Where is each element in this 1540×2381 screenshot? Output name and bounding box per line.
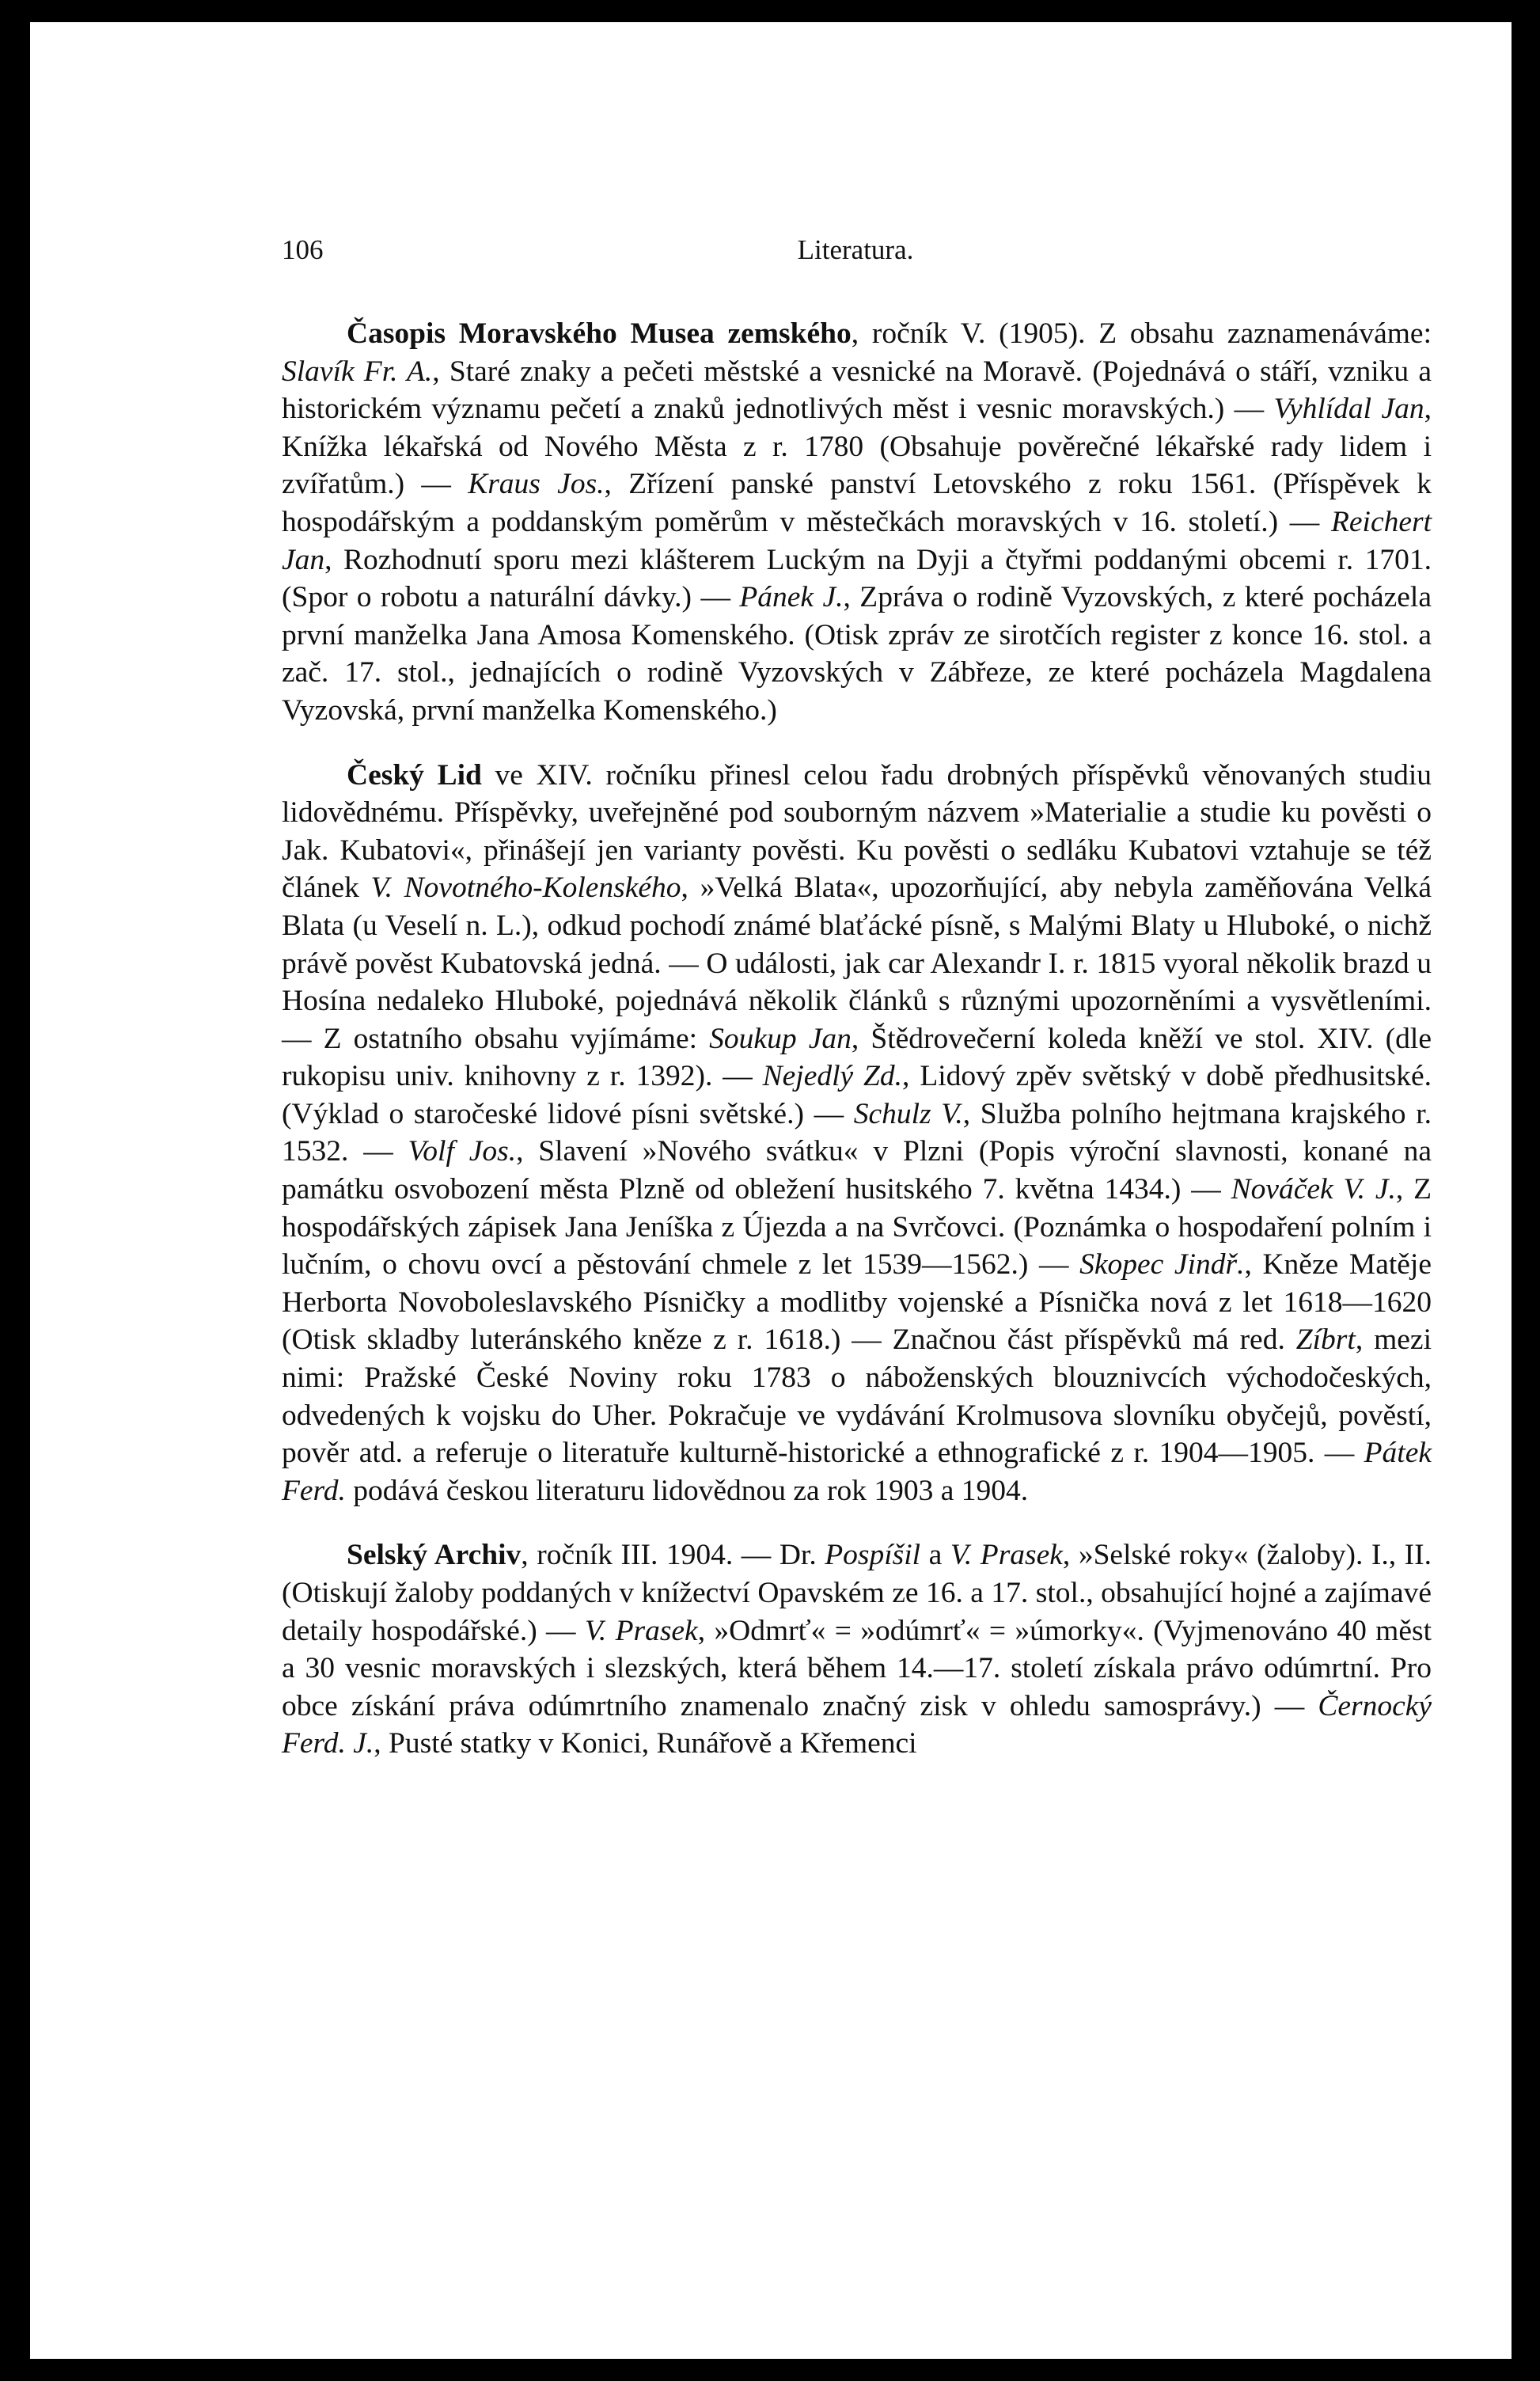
author-name: Pospíšil xyxy=(825,1539,921,1572)
text-run: ve XIV. ročníku přinesl celou řadu drobných příspěvků věnovaných studiu lidovědnému. Příspěvky, uveřejněné pod souborným názvem »Materialie a studie ku pověsti o Jak. Kubatovi«, přinášejí jen varianty pověsti. Ku pověsti o sedláku Kubatovi vztahuje se též článek xyxy=(282,758,1432,905)
author-name: Kraus Jos. xyxy=(468,468,605,501)
periodical-title: Český Lid xyxy=(347,758,482,792)
text-run: podává českou literaturu lidovědnou za rok 1903 a 1904. xyxy=(345,1474,1029,1507)
author-name: V. Prasek xyxy=(950,1539,1063,1572)
text-run: , Pusté statky v Konici, Runářově a Křemenci xyxy=(374,1727,917,1760)
body-text xyxy=(282,315,1432,1790)
text-run: , Staré znaky a pečeti městské a vesnické na Moravě. (Pojednává o stáří, vzniku a historickém významu pečetí a znaků jednotlivých měst i vesnic moravských.) — xyxy=(282,355,1432,426)
text-run: , mezi nimi: Pražské České Noviny roku 1783 o náboženských blouznivcích východočeských, odvedených k vojsku do Uher. Pokračuje ve vydávání Krolmusova slovníku obyčejů, pověstí, pověr atd. a referuje o literatuře kulturně-historické a ethnografické z r. 1904—1905. — xyxy=(282,1323,1432,1470)
author-name: Pánek J. xyxy=(739,581,844,614)
text-run: , Štědrovečerní koleda kněží ve stol. XIV. (dle rukopisu univ. knihovny z r. 1392). — xyxy=(282,1022,1432,1093)
author-name: Nejedlý Zd. xyxy=(762,1060,903,1093)
paragraph xyxy=(282,315,1432,730)
text-run: , »Selské roky« (žaloby). I., II. (Otiskují žaloby poddaných v knížectví Opavském ze 16. a 17. stol., obsahující hojné a zajímavé detaily hospodářské.) — xyxy=(282,1539,1432,1647)
text-run: , ročník III. 1904. — Dr. xyxy=(521,1539,825,1572)
text-run: , »Velká Blata«, upozorňující, aby nebyla zaměňována Velká Blata (u Veselí n. L.), odkud pochodí známé blaťácké písně, s Malými Blaty u Hluboké, o nichž právě pověst Kubatovská jedná. — O události, jak car Alexandr I. r. 1815 vyoral několik brazd u Hosína nedaleko Hluboké, pojednává několik článků s různými upozorněními a vysvětleními. — Z ostatního obsahu vyjímáme: xyxy=(282,872,1432,1055)
text-run: , Kněze Matěje Herborta Novoboleslavského Písničky a modlitby vojenské a Písnička nová z let 1618—1620 (Otisk skladby luteránského kněze z r. 1618.) — Značnou část příspěvků má red. xyxy=(282,1248,1432,1357)
paragraph xyxy=(282,757,1432,1510)
author-name: Černocký Ferd. J. xyxy=(282,1689,1432,1760)
scanned-page xyxy=(30,22,1512,2359)
author-name: V. Prasek xyxy=(584,1614,698,1647)
text-run: , Lidový zpěv světský v době předhusitské. (Výklad o staročeské lidové písni světské.) — xyxy=(282,1060,1432,1130)
author-name: Schulz V. xyxy=(853,1097,963,1130)
author-name: Slavík Fr. A. xyxy=(282,355,433,388)
text-run: , Zpráva o rodině Vyzovských, z které pocházela první manželka Jana Amosa Komenského. (Otisk zpráv ze sirotčích register z konce 16. stol. a zač. 17. stol., jednajících o rodině Vyzovských v Zábřeze, ze které pocházela Magdalena Vyzovská, první manželka Komenského.) xyxy=(282,581,1432,727)
text-run: , »Odmrť« = »odúmrť« = »úmorky«. (Vyjmenováno 40 měst a 30 vesnic moravských i slezských, která během 14.—17. století získala právo odúmrtní. Pro obce získání práva odúmrtního znamenalo značný zisk v ohledu samosprávy.) — xyxy=(282,1614,1432,1722)
author-name: V. Novotného-Kolenského xyxy=(370,872,681,905)
author-name: Vyhlídal Jan xyxy=(1273,393,1424,426)
periodical-title: Časopis Moravského Musea zemského xyxy=(347,317,852,350)
text-run: a xyxy=(920,1539,950,1572)
author-name: Reichert Jan xyxy=(282,505,1432,576)
author-name: Zíbrt xyxy=(1295,1323,1356,1357)
running-title: Literatura. xyxy=(797,234,914,265)
author-name: Skopec Jindř. xyxy=(1079,1248,1245,1282)
author-name: Soukup Jan xyxy=(709,1022,852,1055)
text-run: , Služba polního hejtmana krajského r. 1532. — xyxy=(282,1097,1432,1168)
text-run: , Knížka lékařská od Nového Města z r. 1780 (Obsahuje pověrečné lékařské rady lidem i zvířatům.) — xyxy=(282,393,1432,501)
text-run: , Slavení »Nového svátku« v Plzni (Popis výroční slavnosti, konané na památku osvobození města Plzně od obležení husitského 7. května 1434.) — xyxy=(282,1135,1432,1206)
text-run: , ročník V. (1905). Z obsahu zaznamenáváme: xyxy=(851,317,1432,350)
author-name: Pátek Ferd. xyxy=(282,1437,1432,1507)
author-name: Nováček V. J. xyxy=(1231,1173,1396,1206)
periodical-title: Selský Archiv xyxy=(347,1539,522,1572)
text-run: , Rozhodnutí sporu mezi klášterem Luckým na Dyji a čtyřmi poddanými obcemi r. 1701. (Spor o robotu a naturální dávky.) — xyxy=(282,543,1432,614)
text-run: , Zřízení panské panství Letovského z roku 1561. (Příspěvek k hospodářským a poddanským poměrům v městečkách moravských v 16. století.) — xyxy=(282,468,1432,538)
paragraph xyxy=(282,1536,1432,1763)
text-run: , Z hospodářských zápisek Jana Jeníška z Újezda a na Svrčovci. (Poznámka o hospodaření polním i lučním, o chovu ovcí a pěstování chmele z let 1539—1562.) — xyxy=(282,1173,1432,1282)
author-name: Volf Jos. xyxy=(408,1135,517,1168)
page-number: 106 xyxy=(282,234,324,265)
page-header xyxy=(282,234,1429,282)
